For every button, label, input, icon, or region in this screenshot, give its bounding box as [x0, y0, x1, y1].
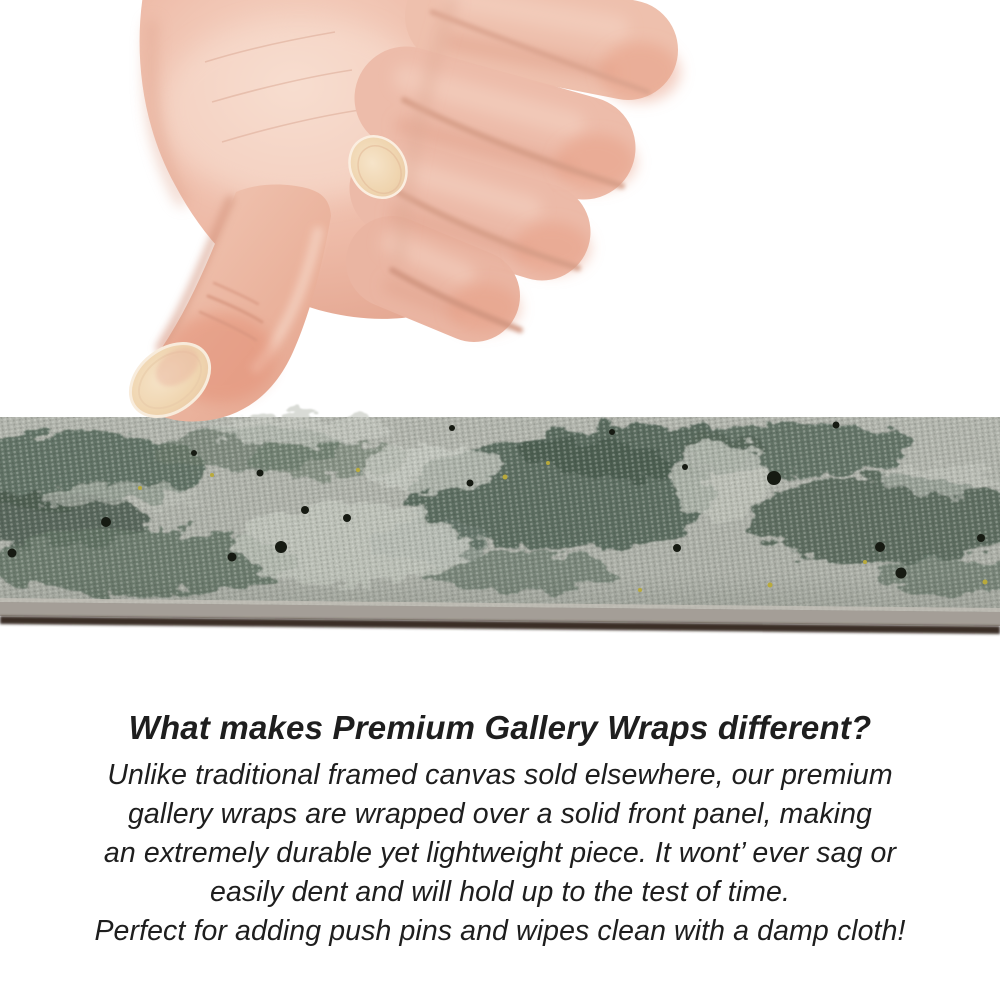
- body-line-1: Unlike traditional framed canvas sold elsewhere, our premium: [107, 759, 893, 791]
- canvas-shading: [0, 417, 1000, 613]
- body-line-3: an extremely durable yet lightweight piece. It wont’ ever sag or: [103, 837, 897, 869]
- body-line-2: gallery wraps are wrapped over a solid front panel, making: [127, 798, 873, 830]
- section-heading: What makes Premium Gallery Wraps different?: [128, 709, 872, 746]
- canvas-edge-photo: [0, 414, 1000, 634]
- body-line-4: easily dent and will hold up to the test of time.: [210, 876, 790, 908]
- marketing-text: [0, 706, 1000, 951]
- hand-photo: [116, 0, 680, 432]
- body-line-5: Perfect for adding push pins and wipes clean with a damp cloth!: [94, 915, 906, 947]
